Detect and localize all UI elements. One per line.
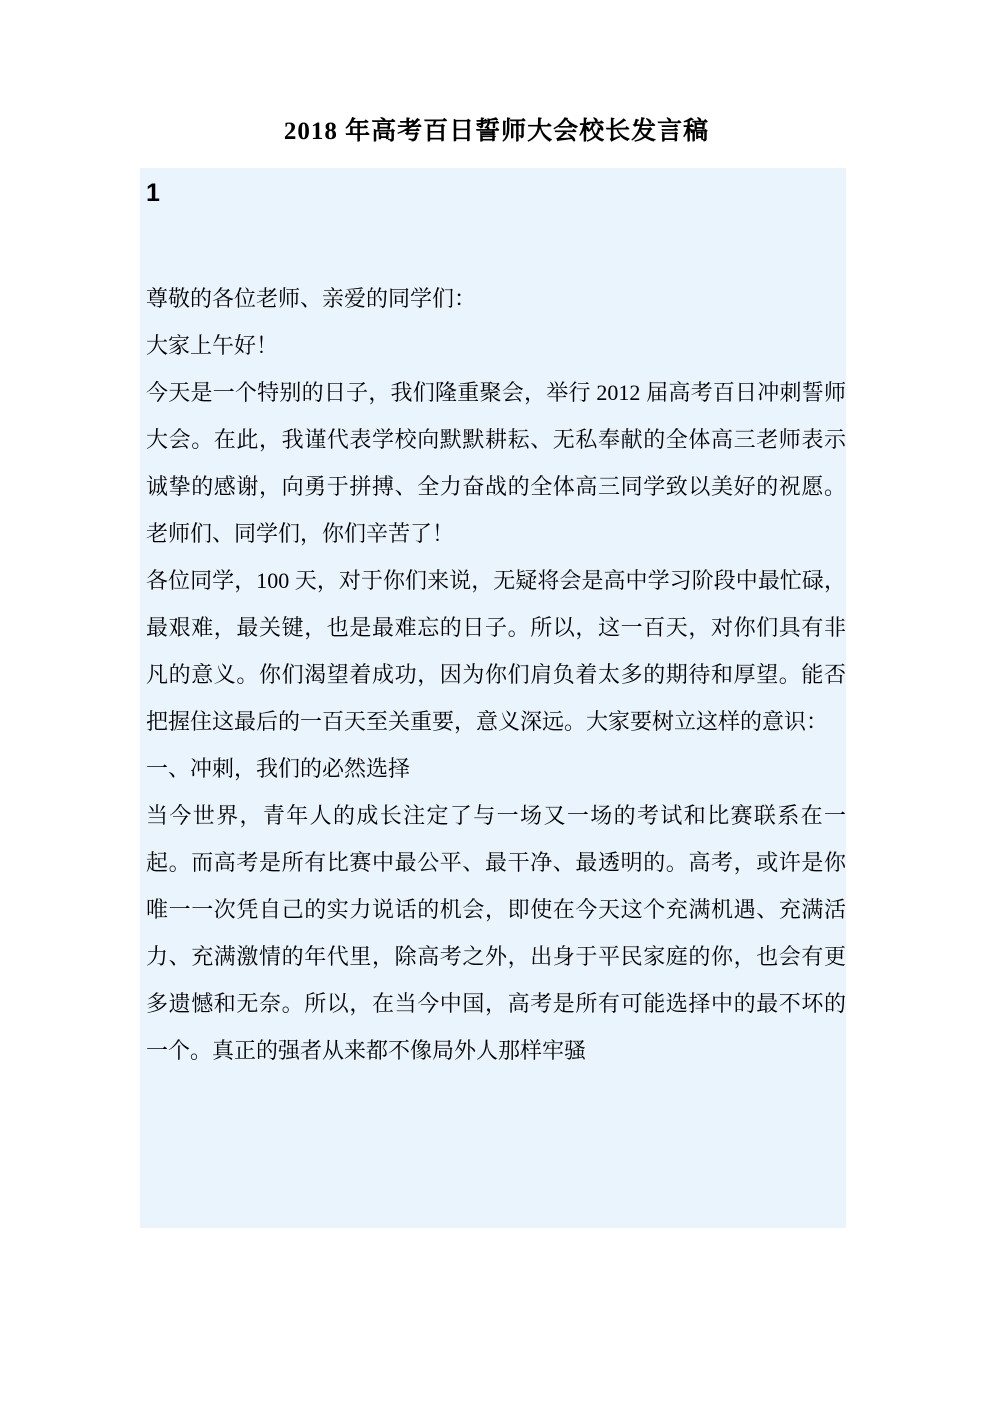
paragraph-body-1: 今天是一个特别的日子，我们隆重聚会，举行 2012 届高考百日冲刺誓师大会。在此，我谨代表学校向默默耕耘、无私奉献的全体高三老师表示诚挚的感谢，向勇于拼搏、全力奋战的全体高三同学致以美好的祝愿。老师们、同学们，你们辛苦了！ (146, 380, 846, 546)
paragraph-body-2: 各位同学，100 天，对于你们来说，无疑将会是高中学习阶段中最忙碌，最艰难，最关键，也是最难忘的日子。所以，这一百天，对你们具有非凡的意义。你们渴望着成功，因为你们肩负着太多的期待和厚望。能否把握住这最后的一百天至关重要，意义深远。大家要树立这样的意识： (146, 568, 846, 734)
section-marker: 1 (146, 179, 160, 207)
document-body (146, 275, 846, 1074)
paragraph-greeting: 大家上午好！ (146, 333, 279, 358)
paragraph-body-3: 当今世界，青年人的成长注定了与一场又一场的考试和比赛联系在一起。而高考是所有比赛中最公平、最干净、最透明的。高考，或许是你唯一一次凭自己的实力说话的机会，即使在今天这个充满机遇、充满活力、充满激情的年代里，除高考之外，出身于平民家庭的你，也会有更多遗憾和无奈。所以，在当今中国，高考是所有可能选择中的最不坏的一个。真正的强者从来都不像局外人那样牢骚 (146, 803, 846, 1063)
paragraph-heading-1: 一、冲刺，我们的必然选择 (146, 756, 411, 781)
paragraph-salutation: 尊敬的各位老师、亲爱的同学们： (146, 286, 477, 311)
document-title: 2018 年高考百日誓师大会校长发言稿 (283, 118, 710, 145)
